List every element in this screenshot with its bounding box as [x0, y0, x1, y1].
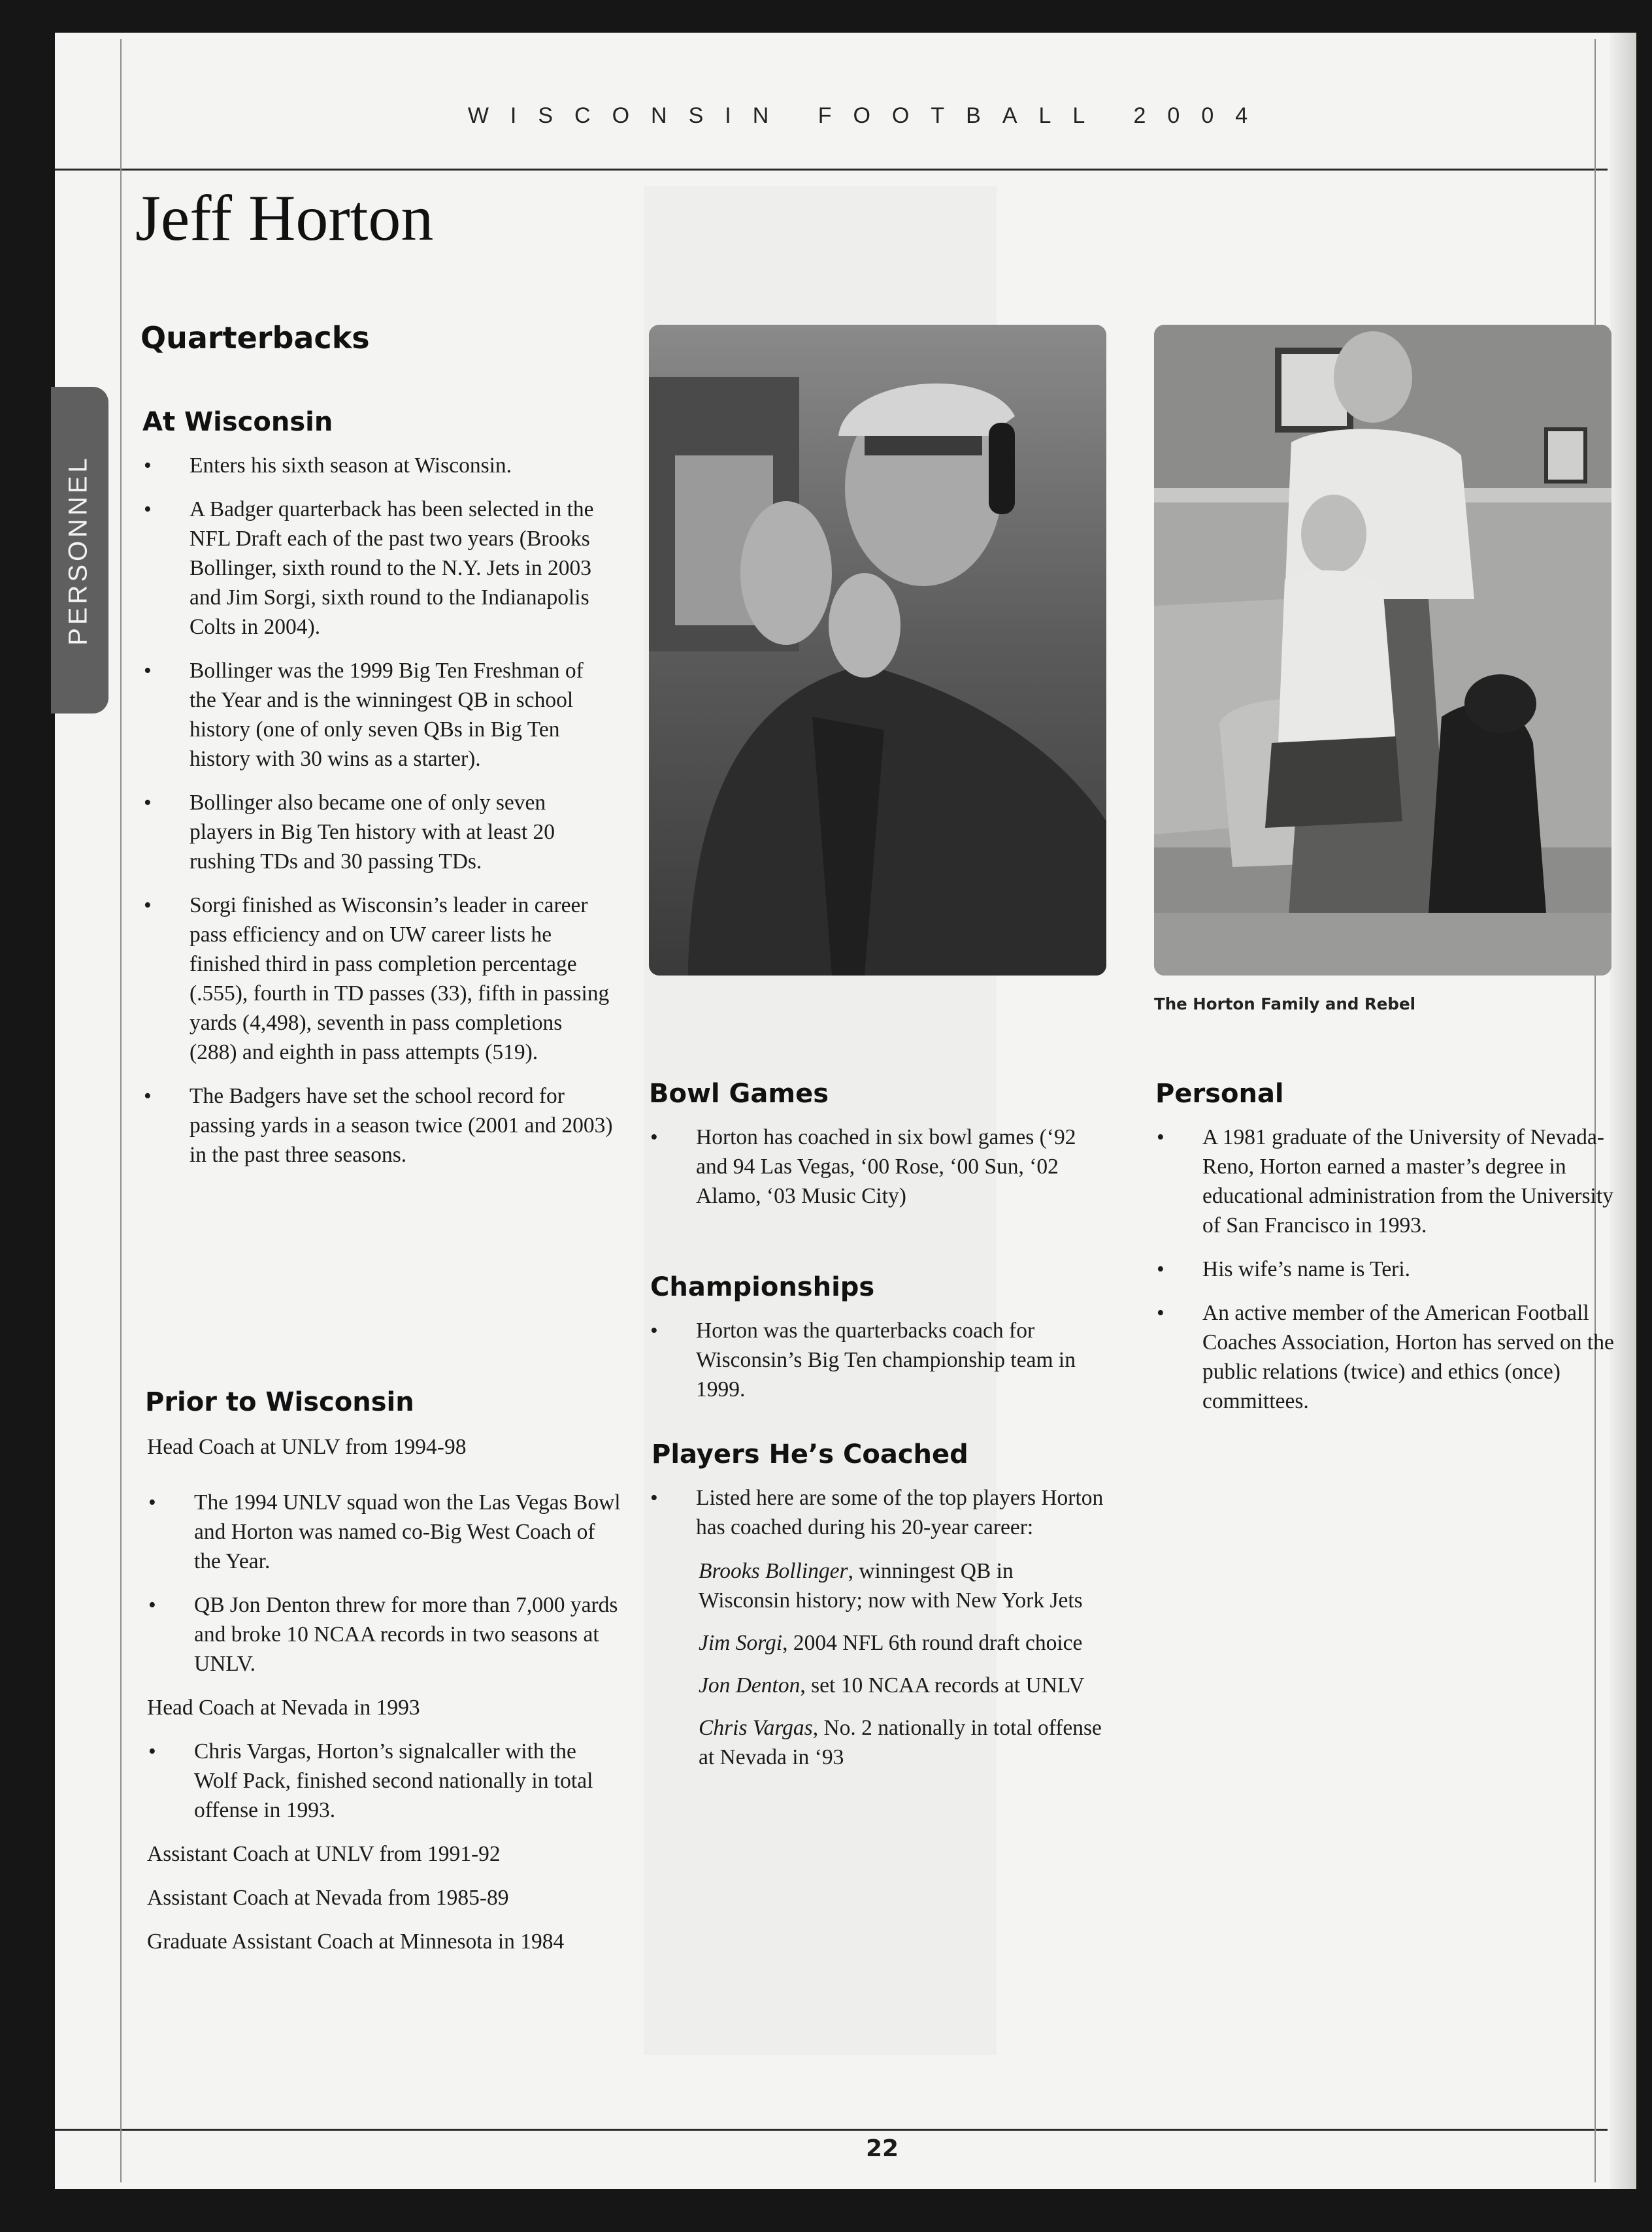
family-photo-art — [1154, 325, 1611, 976]
at-wisconsin-column — [142, 451, 614, 1184]
prior-to-wisconsin-heading: Prior to Wisconsin — [145, 1387, 414, 1417]
list-item: • Bollinger was the 1999 Big Ten Freshman of the Year and is the winningest QB in school history (one of only seven QBs in Big Ten history with 30 wins as a starter). — [142, 656, 614, 774]
list-item: • A 1981 graduate of the University of Nevada-Reno, Horton earned a master’s degree in educational administration from the University of San Francisco in 1993. — [1155, 1123, 1619, 1240]
list-item: • Chris Vargas, Horton’s signalcaller with the Wolf Pack, finished second nationally in total offense in 1993. — [147, 1737, 621, 1825]
quarterbacks-heading: Quarterbacks — [140, 320, 370, 355]
horton-family-photo — [1154, 325, 1611, 976]
coach-photo-art — [649, 325, 1106, 976]
running-head: WISCONSIN FOOTBALL 2004 — [467, 103, 1270, 128]
unlv-list — [147, 1488, 621, 1679]
player-note: , set 10 NCAA records at UNLV — [800, 1673, 1085, 1698]
player-name: Chris Vargas — [699, 1716, 813, 1740]
page-title: Jeff Horton — [135, 182, 434, 254]
player-name: Brooks Bollinger — [699, 1559, 848, 1583]
personal-list — [1155, 1123, 1619, 1416]
list-item: • The 1994 UNLV squad won the Las Vegas Bowl and Horton was named co-Big West Coach of the Year. — [147, 1488, 621, 1576]
list-item: • Listed here are some of the top players Horton has coached during his 20-year career: — [649, 1483, 1110, 1542]
margin-line-left — [120, 39, 122, 2182]
list-item: • His wife’s name is Teri. — [1155, 1255, 1619, 1284]
page-edge-shadow — [1610, 33, 1636, 2189]
players-intro-list — [649, 1483, 1110, 1542]
personal-heading: Personal — [1155, 1079, 1284, 1109]
list-item: • Horton was the quarterbacks coach for Wisconsin’s Big Ten championship team in 1999. — [649, 1316, 1110, 1404]
list-item: • An active member of the American Football Coaches Association, Horton has served on the public relations (twice) and ethics (once) committees. — [1155, 1298, 1619, 1416]
list-item: • Sorgi finished as Wisconsin’s leader in career pass efficiency and on UW career lists he finished third in pass completion percentage (.555), fourth in TD passes (33), fifth in passing yards (4,498), seventh in pass completions (288) and eighth in pass attempts (519). — [142, 891, 614, 1067]
nevada-head-coach-subhead: Head Coach at Nevada in 1993 — [147, 1696, 420, 1720]
header-rule — [55, 169, 1608, 171]
minnesota-ga-subhead: Graduate Assistant Coach at Minnesota in 1984 — [147, 1929, 565, 1954]
players-coached-column — [649, 1483, 1110, 1785]
nevada-assistant-subhead: Assistant Coach at Nevada from 1985-89 — [147, 1886, 509, 1910]
bowl-games-heading: Bowl Games — [649, 1079, 829, 1109]
page-number: 22 — [865, 2135, 899, 2162]
at-wisconsin-heading: At Wisconsin — [142, 407, 333, 437]
horton-coaching-photo — [649, 325, 1106, 976]
footer-rule — [55, 2129, 1608, 2131]
bowl-games-column — [649, 1123, 1110, 1225]
player-note: , 2004 NFL 6th round draft choice — [782, 1631, 1083, 1655]
championships-column — [649, 1316, 1110, 1419]
personal-column — [1155, 1123, 1619, 1430]
photo-caption: The Horton Family and Rebel — [1154, 994, 1415, 1013]
player-name: Jim Sorgi — [699, 1631, 783, 1655]
player-entry — [699, 1671, 1110, 1700]
unlv-assistant-subhead: Assistant Coach at UNLV from 1991-92 — [147, 1842, 501, 1866]
player-note: , No. 2 nationally in total offense at Nevada in ‘93 — [699, 1716, 1102, 1769]
nevada-list — [147, 1737, 621, 1825]
player-entry — [699, 1556, 1110, 1615]
list-item: • A Badger quarterback has been selected in the NFL Draft each of the past two years (Brooks Bollinger, sixth round to the N.Y. Jets in 2003 and Jim Sorgi, sixth round to the Indianapolis Colts in 2004). — [142, 495, 614, 642]
list-item: • Bollinger also became one of only seven players in Big Ten history with at least 20 rushing TDs and 30 passing TDs. — [142, 788, 614, 876]
player-entry — [699, 1628, 1110, 1658]
at-wisconsin-list — [142, 451, 614, 1170]
list-item: • QB Jon Denton threw for more than 7,000 yards and broke 10 NCAA records in two seasons at UNLV. — [147, 1590, 621, 1679]
section-tab-label: PERSONNEL — [63, 455, 93, 646]
list-item: • The Badgers have set the school record for passing yards in a season twice (2001 and 2003) in the past three seasons. — [142, 1081, 614, 1170]
list-item: • Horton has coached in six bowl games (‘92 and 94 Las Vegas, ‘00 Rose, ‘00 Sun, ‘02 Alamo, ‘03 Music City) — [649, 1123, 1110, 1211]
list-item: • Enters his sixth season at Wisconsin. — [142, 451, 614, 480]
championships-list — [649, 1316, 1110, 1404]
unlv-head-coach-subhead: Head Coach at UNLV from 1994-98 — [147, 1435, 467, 1459]
prior-column — [147, 1432, 621, 1971]
player-name: Jon Denton — [699, 1673, 801, 1698]
championships-heading: Championships — [650, 1272, 875, 1302]
player-note: , winningest QB in Wisconsin history; now with New York Jets — [699, 1559, 1083, 1613]
players-coached-heading: Players He’s Coached — [652, 1439, 968, 1469]
bowl-games-list — [649, 1123, 1110, 1211]
player-entry — [699, 1713, 1110, 1772]
